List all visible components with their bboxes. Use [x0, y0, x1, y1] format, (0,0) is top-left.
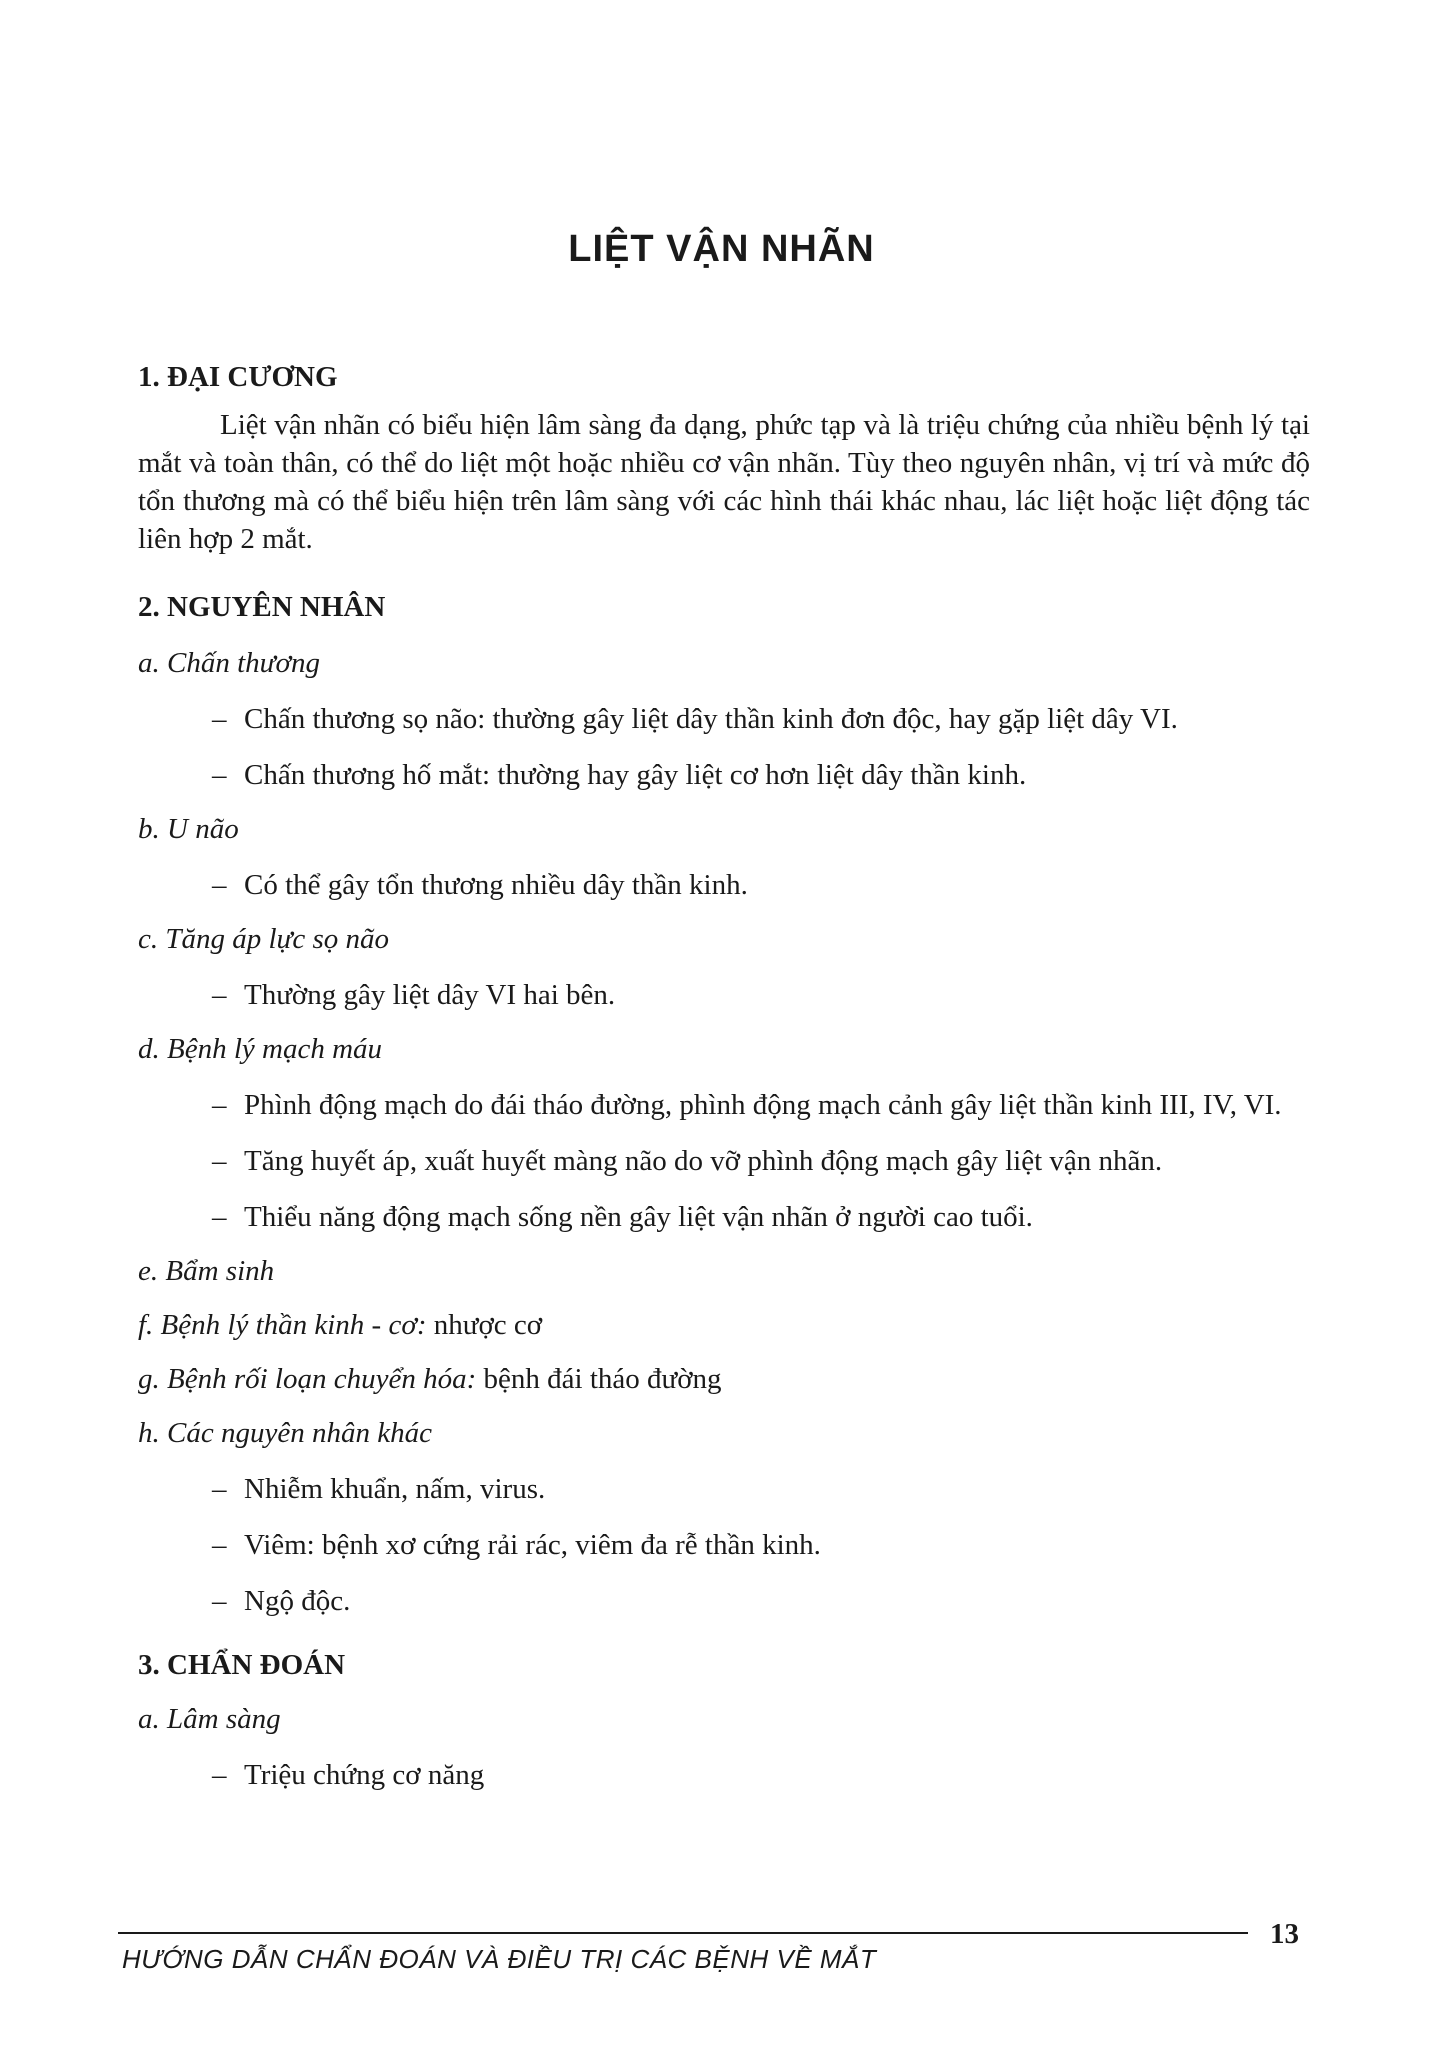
subsection-vascular: d. Bệnh lý mạch máu [138, 1033, 383, 1065]
list-item-text: Chấn thương sọ não: thường gây liệt dây thần kinh đơn độc, hay gặp liệt dây VI. [244, 703, 1178, 735]
list-item [138, 1756, 1310, 1794]
dash-bullet: – [212, 1759, 227, 1791]
list-item-text: Nhiễm khuẩn, nấm, virus. [244, 1473, 546, 1505]
dash-bullet: – [212, 1201, 227, 1233]
dash-bullet: – [212, 979, 227, 1011]
page-title: LIỆT VẬN NHÃN [568, 228, 875, 270]
list-item-text: Tăng huyết áp, xuất huyết màng não do vỡ phình động mạch gây liệt vận nhãn. [244, 1145, 1163, 1177]
list-item [138, 866, 1310, 904]
list-item [138, 1526, 1310, 1564]
list-item-text: Thường gây liệt dây VI hai bên. [244, 979, 616, 1011]
list-item [138, 1086, 1310, 1124]
subsection-label: g. Bệnh rối loạn chuyển hóa: [138, 1363, 477, 1395]
subsection-label: f. Bệnh lý thần kinh - cơ: [138, 1309, 427, 1341]
list-item-text: Viêm: bệnh xơ cứng rải rác, viêm đa rễ thần kinh. [244, 1529, 821, 1561]
list-item-text: Thiểu năng động mạch sống nền gây liệt vận nhãn ở người cao tuổi. [244, 1201, 1033, 1233]
list-item-text: Có thể gây tổn thương nhiều dây thần kinh. [244, 869, 748, 901]
subsection-intracranial-pressure: c. Tăng áp lực sọ não [138, 923, 390, 955]
subsection-other-causes: h. Các nguyên nhân khác [138, 1417, 432, 1449]
list-item [138, 976, 1310, 1014]
dash-bullet: – [212, 1089, 227, 1121]
subsection-neuromuscular [138, 1306, 1310, 1344]
list-item [138, 700, 1310, 738]
dash-bullet: – [212, 1145, 227, 1177]
subsection-clinical: a. Lâm sàng [138, 1703, 281, 1735]
subsection-congenital: e. Bẩm sinh [138, 1255, 275, 1287]
footer-rule [118, 1932, 1248, 1934]
list-item [138, 1142, 1310, 1180]
list-item [138, 756, 1310, 794]
list-item [138, 1582, 1310, 1620]
section-heading-general: 1. ĐẠI CƯƠNG [138, 361, 338, 393]
dash-bullet: – [212, 869, 227, 901]
list-item-text: Triệu chứng cơ năng [244, 1759, 485, 1791]
dash-bullet: – [212, 1529, 227, 1561]
list-item-text: Chấn thương hố mắt: thường hay gây liệt cơ hơn liệt dây thần kinh. [244, 759, 1027, 791]
section-heading-causes: 2. NGUYÊN NHÂN [138, 591, 386, 623]
list-item [138, 1470, 1310, 1508]
dash-bullet: – [212, 703, 227, 735]
running-footer: HƯỚNG DẪN CHẨN ĐOÁN VÀ ĐIỀU TRỊ CÁC BỆNH VỀ MẮT [122, 1944, 877, 1974]
section-heading-diagnosis: 3. CHẨN ĐOÁN [138, 1649, 346, 1681]
dash-bullet: – [212, 759, 227, 791]
document-body [138, 358, 1310, 1794]
subsection-metabolic [138, 1360, 1310, 1398]
dash-bullet: – [212, 1585, 227, 1617]
page-number: 13 [1270, 1918, 1299, 1950]
general-paragraph: Liệt vận nhãn có biểu hiện lâm sàng đa dạng, phức tạp và là triệu chứng của nhiều bệnh lý tại mắt và toàn thân, có thể do liệt một hoặc nhiều cơ vận nhãn. Tùy theo nguyên nhân, vị trí và mức độ tổn thương mà có thể biểu hiện trên lâm sàng với các hình thái khác nhau, lác liệt hoặc liệt động tác liên hợp 2 mắt. [138, 409, 1310, 555]
dash-bullet: – [212, 1473, 227, 1505]
subsection-trauma: a. Chấn thương [138, 647, 320, 679]
subsection-text: bệnh đái tháo đường [483, 1363, 722, 1395]
subsection-brain-tumor: b. U não [138, 813, 239, 845]
list-item-text: Phình động mạch do đái tháo đường, phình động mạch cảnh gây liệt thần kinh III, IV, VI. [244, 1089, 1282, 1121]
subsection-text: nhược cơ [433, 1309, 543, 1341]
list-item [138, 1198, 1310, 1236]
list-item-text: Ngộ độc. [244, 1585, 351, 1617]
